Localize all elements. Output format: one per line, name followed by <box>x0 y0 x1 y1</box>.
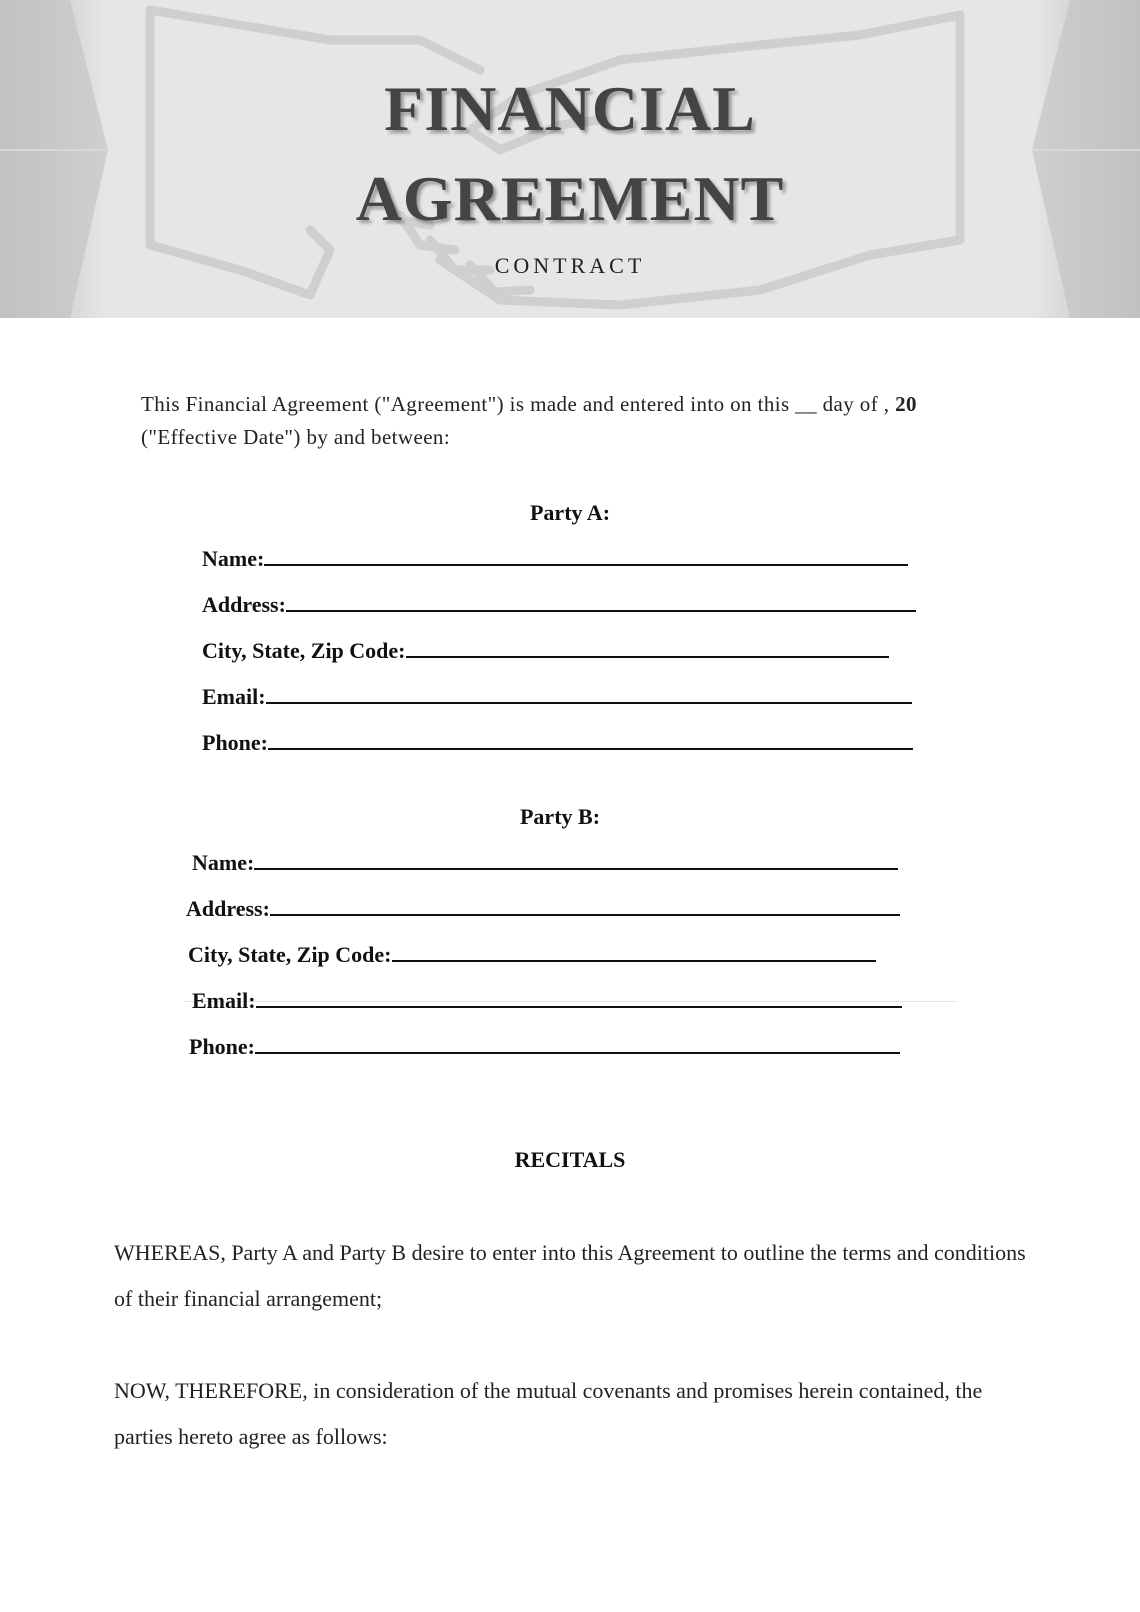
party-b-email-field[interactable] <box>192 988 902 1014</box>
input-line[interactable] <box>270 896 900 916</box>
input-line[interactable] <box>268 730 913 750</box>
intro-text-2: ("Effective Date") by and between: <box>141 425 451 449</box>
field-label: Email: <box>202 684 266 709</box>
input-line[interactable] <box>392 942 876 962</box>
input-line[interactable] <box>254 850 898 870</box>
party-b-city-field[interactable] <box>188 942 876 968</box>
input-line[interactable] <box>256 988 902 1008</box>
party-b-address-field[interactable] <box>186 896 900 922</box>
field-label: Name: <box>202 546 265 571</box>
party-a-phone-field[interactable] <box>202 730 913 756</box>
whereas-paragraph: WHEREAS, Party A and Party B desire to enter into this Agreement to outline the terms and conditions of their financial arrangement; <box>114 1240 1026 1311</box>
title-line-2: AGREEMENT <box>355 163 785 234</box>
input-line[interactable] <box>266 684 912 704</box>
party-a-email-field[interactable] <box>202 684 912 710</box>
therefore-paragraph: NOW, THEREFORE, in consideration of the mutual covenants and promises herein contained, the parties hereto agree as follows: <box>114 1378 983 1449</box>
recitals-heading: RECITALS <box>514 1147 626 1172</box>
party-b-name-field[interactable] <box>192 850 898 876</box>
field-label: Phone: <box>202 730 268 755</box>
intro-text: This Financial Agreement ("Agreement") is made and entered into on this __ day of , <box>141 392 896 416</box>
input-line[interactable] <box>406 638 889 658</box>
intro-year: 20 <box>895 392 917 416</box>
party-a-address-field[interactable] <box>202 592 916 618</box>
field-label: Name: <box>192 850 255 875</box>
intro-paragraph <box>141 388 1041 454</box>
field-label: Email: <box>192 988 256 1013</box>
field-label: Address: <box>202 592 286 617</box>
subtitle: CONTRACT <box>494 253 646 278</box>
party-a-city-field[interactable] <box>202 638 889 664</box>
party-b-phone-field[interactable] <box>189 1034 900 1060</box>
field-label: Address: <box>186 896 270 921</box>
field-label: City, State, Zip Code: <box>188 942 392 967</box>
field-label: City, State, Zip Code: <box>202 638 406 663</box>
title-line-1: FINANCIAL <box>384 73 756 144</box>
input-line[interactable] <box>286 592 916 612</box>
input-line[interactable] <box>255 1034 900 1054</box>
party-a-heading: Party A: <box>529 500 611 525</box>
party-a-name-field[interactable] <box>202 546 908 572</box>
input-line[interactable] <box>264 546 908 566</box>
header-banner <box>0 0 1140 318</box>
field-label: Phone: <box>189 1034 255 1059</box>
party-b-heading: Party B: <box>519 804 601 829</box>
